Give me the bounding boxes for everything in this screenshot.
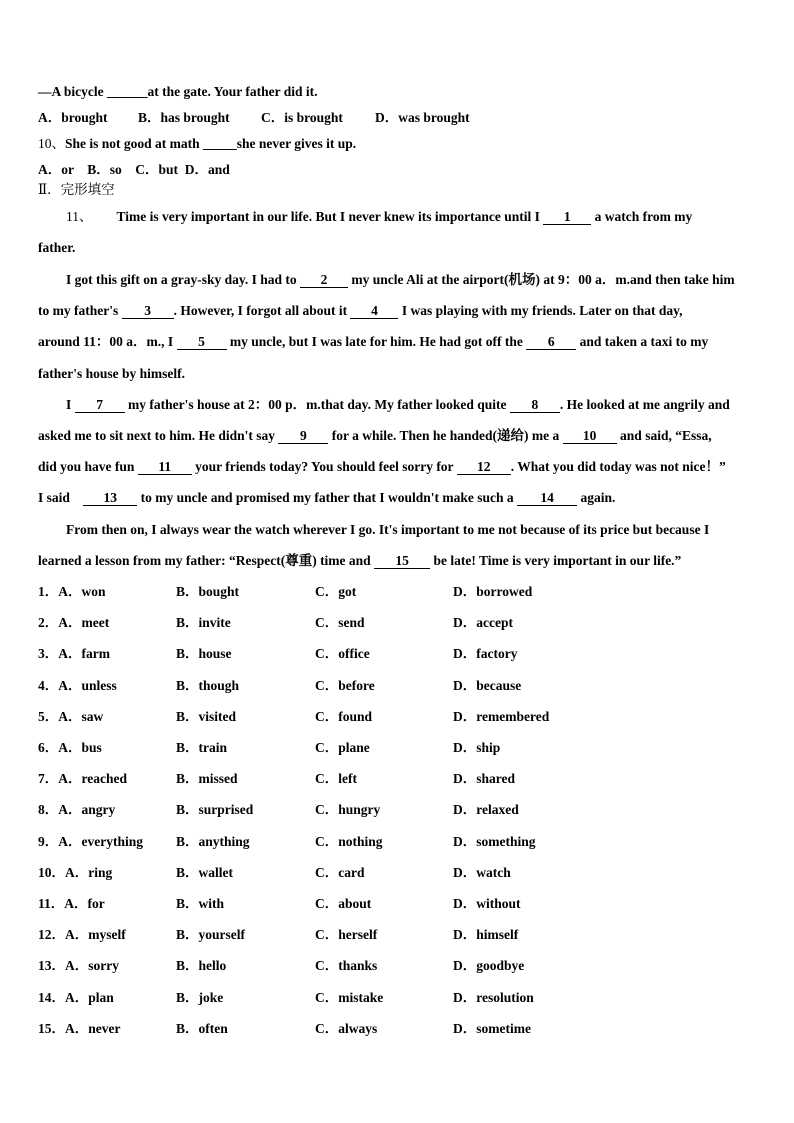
choice-option: C．found	[315, 709, 373, 724]
choice-row	[38, 615, 598, 631]
choice-option: C．hungry	[315, 802, 381, 817]
choice-option: 11．A．for	[38, 896, 105, 911]
choice-option: B．hello	[176, 958, 227, 973]
choice-option: 4．A．unless	[38, 678, 117, 693]
choice-option: B．invite	[176, 615, 231, 630]
choice-row	[38, 771, 598, 787]
choice-option: C．always	[315, 1021, 378, 1036]
stem-text: —A bicycle	[38, 84, 107, 99]
passage-text: again.	[577, 490, 616, 505]
passage-text: my father's house at 2：00 p．m.that day. My father looked quite	[124, 397, 510, 412]
choice-option: C．left	[315, 771, 357, 786]
passage-text: be late! Time is very important in our life.”	[430, 553, 682, 568]
passage-line	[38, 522, 763, 538]
choice-row	[38, 865, 598, 881]
choice-option: B．joke	[176, 990, 224, 1005]
choice-option: C．card	[315, 865, 365, 880]
stem-blank: ______	[107, 84, 148, 99]
passage-text: I	[66, 397, 75, 412]
choice-option: C．thanks	[315, 958, 378, 973]
passage-text: to my uncle and promised my father that I wouldn't make such a	[137, 490, 518, 505]
choice-option: B．yourself	[176, 927, 245, 942]
blank-4: 4	[350, 304, 398, 319]
blank-10: 10	[563, 429, 617, 444]
choice-option: 10．A．ring	[38, 865, 113, 880]
choice-option: 1．A．won	[38, 584, 106, 599]
passage-text: . He looked at me angrily and	[559, 397, 730, 412]
blank-6: 6	[526, 335, 576, 350]
passage-text: for a while. Then he handed(递给) me a	[328, 428, 563, 443]
choice-option: C．nothing	[315, 834, 383, 849]
choice-option: 12．A．myself	[38, 927, 126, 942]
passage-text: I said	[38, 490, 74, 505]
passage-text: my uncle, but I was late for him. He had got off the	[226, 334, 527, 349]
blank-1: 1	[543, 210, 591, 225]
choice-row	[38, 678, 598, 694]
choice-option: C．about	[315, 896, 372, 911]
choice-row	[38, 896, 598, 912]
passage-text: . What you did today was not nice！”	[510, 459, 726, 474]
choice-option: D．goodbye	[453, 958, 525, 973]
choice-option: D．shared	[453, 771, 516, 786]
choice-option: 2．A．meet	[38, 615, 110, 630]
choice-option: D．sometime	[453, 1021, 531, 1036]
blank-9: 9	[278, 429, 328, 444]
passage-text: and said, “Essa,	[616, 428, 712, 443]
choice-option: B．with	[176, 896, 225, 911]
choice-row	[38, 834, 598, 850]
choice-option: B．house	[176, 646, 232, 661]
passage-line	[38, 490, 763, 506]
passage-line	[38, 334, 763, 350]
blank-2: 2	[300, 273, 348, 288]
passage-line	[38, 428, 763, 444]
passage-text: and taken a taxi to my	[576, 334, 709, 349]
option-a: A．brought	[38, 110, 108, 125]
choice-option: B．visited	[176, 709, 237, 724]
choice-option: D．factory	[453, 646, 518, 661]
choice-option: C．before	[315, 678, 375, 693]
passage-text: to my father's	[38, 303, 122, 318]
choice-row	[38, 927, 598, 943]
choice-option: C．mistake	[315, 990, 384, 1005]
passage-text: I was playing with my friends. Later on that day,	[398, 303, 683, 318]
blank-13: 13	[83, 491, 137, 506]
choice-option: D．resolution	[453, 990, 534, 1005]
choice-option: D．something	[453, 834, 536, 849]
choice-option: 3．A．farm	[38, 646, 110, 661]
passage-text: learned a lesson from my father: “Respect(尊重) time and	[38, 553, 375, 568]
passage-text: your friends today? You should feel sorry for	[191, 459, 457, 474]
choice-row	[38, 584, 598, 600]
choice-option: B．missed	[176, 771, 238, 786]
question-number: 10、	[38, 136, 65, 151]
choice-option: D．without	[453, 896, 521, 911]
option-d: D．was brought	[375, 110, 470, 125]
choice-option: B．wallet	[176, 865, 233, 880]
choice-option: D．watch	[453, 865, 511, 880]
question-options	[38, 110, 598, 126]
question-10-stem	[38, 136, 763, 152]
passage-line	[38, 209, 763, 225]
stem-text: She is not good at math	[65, 136, 204, 151]
choice-option: D．himself	[453, 927, 519, 942]
choice-option: 14．A．plan	[38, 990, 114, 1005]
choice-option: D．borrowed	[453, 584, 533, 599]
choice-option: 15．A．never	[38, 1021, 121, 1036]
choice-option: D．remembered	[453, 709, 550, 724]
choice-option: B．train	[176, 740, 228, 755]
choice-row	[38, 990, 598, 1006]
blank-11: 11	[138, 460, 192, 475]
choice-option: B．often	[176, 1021, 228, 1036]
choice-option: D．ship	[453, 740, 501, 755]
stem-text: at the gate. Your father did it.	[147, 84, 318, 99]
choice-option: B．bought	[176, 584, 240, 599]
blank-8: 8	[510, 398, 560, 413]
choice-option: C．send	[315, 615, 365, 630]
choice-row	[38, 1021, 598, 1037]
choice-row	[38, 646, 598, 662]
choice-row	[38, 958, 598, 974]
passage-text: a watch from my	[591, 209, 693, 224]
choice-option: B．though	[176, 678, 240, 693]
passage-line	[38, 272, 763, 288]
option-b: B．has brought	[138, 110, 230, 125]
passage-text: did you have fun	[38, 459, 138, 474]
choice-row	[38, 740, 598, 756]
stem-blank: _____	[203, 136, 237, 151]
choice-option: C．herself	[315, 927, 378, 942]
choice-option: D．because	[453, 678, 522, 693]
passage-text: From then on, I always wear the watch wherever I go. It's important to me not because of its price but because I	[66, 522, 710, 537]
choice-row	[38, 802, 598, 818]
section-heading: Ⅱ．完形填空	[38, 182, 115, 197]
question-10-options: A．or B．so C．but D．and	[38, 162, 230, 177]
choice-option: C．got	[315, 584, 357, 599]
option-c: C．is brought	[261, 110, 343, 125]
choice-option: B．surprised	[176, 802, 254, 817]
choice-option: C．plane	[315, 740, 370, 755]
passage-line	[38, 459, 763, 475]
passage-text: my uncle Ali at the airport(机场) at 9：00 a．m.and then take him	[348, 272, 735, 287]
choice-option: 7．A．reached	[38, 771, 127, 786]
passage-text: asked me to sit next to him. He didn't say	[38, 428, 279, 443]
choice-option: 6．A．bus	[38, 740, 102, 755]
blank-7: 7	[75, 398, 125, 413]
passage-line: father's house by himself.	[38, 366, 186, 381]
choice-option: D．accept	[453, 615, 513, 630]
passage-text: Time is very important in our life. But I never knew its importance until I	[116, 209, 544, 224]
choice-option: 8．A．angry	[38, 802, 116, 817]
passage-line	[38, 303, 763, 319]
blank-5: 5	[177, 335, 227, 350]
passage-text: . However, I forgot all about it	[173, 303, 351, 318]
blank-15: 15	[374, 554, 430, 569]
blank-3: 3	[122, 304, 174, 319]
choice-row	[38, 709, 598, 725]
choice-option: B．anything	[176, 834, 250, 849]
question-number: 11、	[66, 209, 93, 224]
blank-12: 12	[457, 460, 511, 475]
choice-option: 13．A．sorry	[38, 958, 119, 973]
choice-option: C．office	[315, 646, 370, 661]
choice-option: 5．A．saw	[38, 709, 104, 724]
passage-text: I got this gift on a gray-sky day. I had to	[66, 272, 301, 287]
passage-text: around 11：00 a．m., I	[38, 334, 177, 349]
stem-text: she never gives it up.	[236, 136, 357, 151]
passage-line: father.	[38, 240, 76, 255]
choice-option: D．relaxed	[453, 802, 519, 817]
passage-line	[38, 553, 763, 569]
passage-line	[38, 397, 763, 413]
choice-option: 9．A．everything	[38, 834, 143, 849]
question-stem	[38, 84, 763, 100]
blank-14: 14	[517, 491, 577, 506]
